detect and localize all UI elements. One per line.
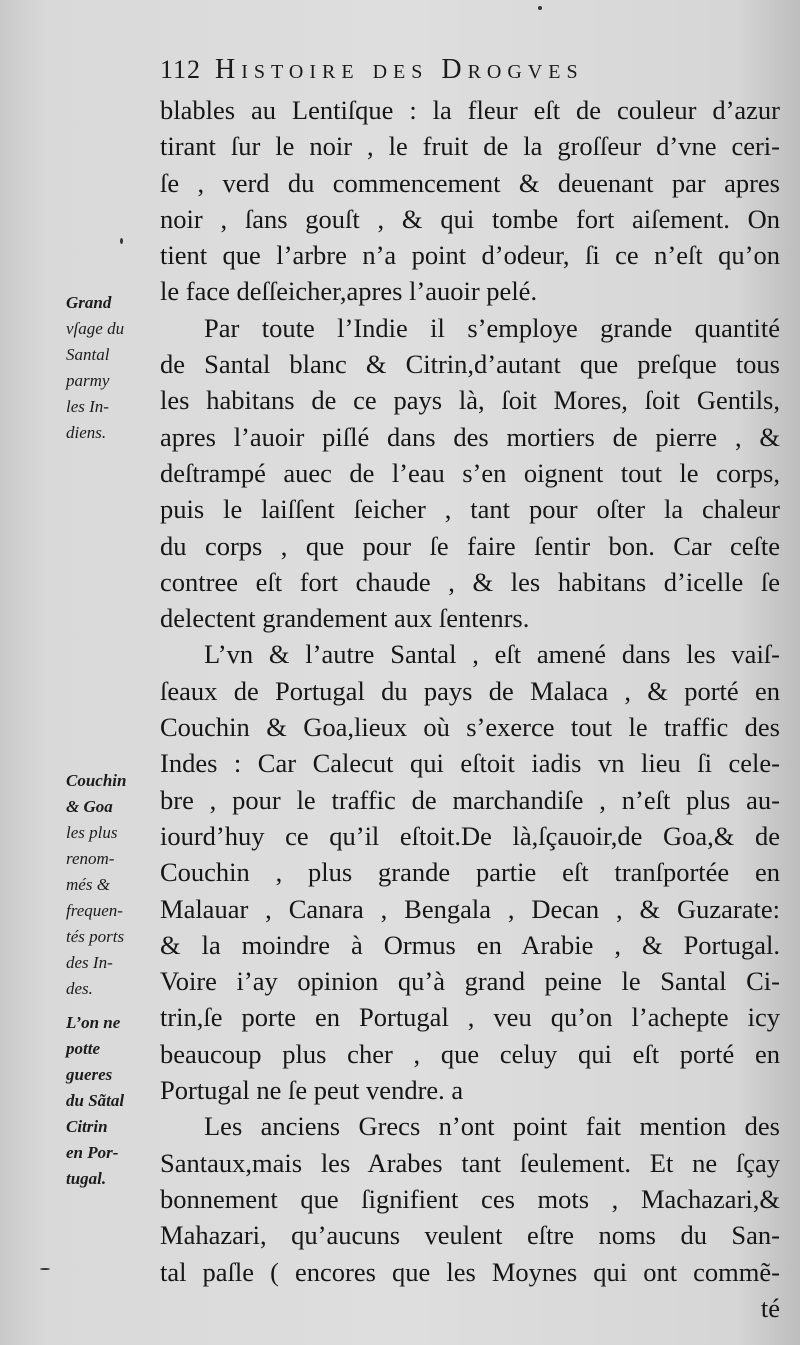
margin-note-line: des. <box>66 979 93 998</box>
text-line: delectent grandement aux ſentenrs. <box>160 603 530 634</box>
text-line: tal paſle ( encores que les Moynes qui ont commẽ- <box>160 1256 780 1287</box>
text-line: L’vn & l’autre Santal , eſt amené dans les vaiſ- <box>204 639 780 670</box>
text-line: Couchin & Goa,lieux où s’exerce tout le traffic des <box>160 712 780 743</box>
margin-note-line: & Goa <box>66 797 113 816</box>
margin-note-line: potte <box>66 1039 100 1058</box>
text-line: du corps , que pour ſe faire ſentir bon. Car ceſte <box>160 530 780 561</box>
margin-note-line: tugal. <box>66 1169 107 1188</box>
margin-note-line: Couchin <box>66 771 127 790</box>
margin-note-line: du Sãtal <box>66 1091 125 1110</box>
text-line: contree eſt fort chaude , & les habitans d’icelle ſe <box>160 566 780 597</box>
margin-note-line: Citrin <box>66 1117 108 1136</box>
text-line: Santaux,mais les Arabes tant ſeulement. Et ne ſçay <box>160 1147 780 1178</box>
margin-note <box>66 290 160 446</box>
margin-note-line: frequen- <box>66 901 123 920</box>
margin-note-line: des In- <box>66 953 113 972</box>
margin-note-line: més & <box>66 875 110 894</box>
margin-note <box>66 1010 160 1192</box>
text-line: puis le laiſſent ſeicher , tant pour oſter la chaleur <box>160 494 780 525</box>
catchword: té <box>760 1292 780 1323</box>
text-line: Indes : Car Calecut qui eſtoit iadis vn lieu ſi cele- <box>160 748 780 779</box>
text-line: bonnement que ſignifient ces mots , Machazari,& <box>160 1183 780 1214</box>
page-number: 112 <box>160 55 202 84</box>
margin-note-line: en Por- <box>66 1143 119 1162</box>
margin-note-line: gueres <box>66 1065 113 1084</box>
text-line: le face deſſeicher,apres l’auoir pelé. <box>160 276 538 307</box>
text-line: & la moindre à Ormus en Arabie , & Portugal. <box>160 929 780 960</box>
text-line: Mahazari, qu’aucuns veulent eſtre noms du San- <box>160 1220 780 1251</box>
text-line: Couchin , plus grande partie eſt tranſportée en <box>160 857 780 888</box>
margin-note-line: renom- <box>66 849 115 868</box>
margin-note-line: Santal <box>66 345 110 364</box>
text-line: Par toute l’Indie il s’employe grande quantité <box>204 312 780 343</box>
margin-note-line: les In- <box>66 397 109 416</box>
text-line: deſtrampé auec de l’eau s’en oignent tout le corps, <box>160 457 780 488</box>
text-line: Les anciens Grecs n’ont point fait mention des <box>204 1111 780 1142</box>
running-title: Histoire des Drogves <box>215 54 584 85</box>
text-line: tirant ſur le noir , le fruit de la groſſeur d’vne ceri- <box>160 131 780 162</box>
page-header <box>160 54 780 94</box>
margin-note-line: parmy <box>66 371 110 390</box>
text-line: les habitans de ce pays là, ſoit Mores, ſoit Gentils, <box>160 385 780 416</box>
text-line: tient que l’arbre n’a point d’odeur, ſi ce n’eſt qu’on <box>160 240 780 271</box>
text-line: apres l’auoir piſlé dans des mortiers de pierre , & <box>160 421 780 452</box>
margin-note-line: diens. <box>66 423 107 442</box>
text-line: noir , ſans gouſt , & qui tombe fort aiſement. On <box>160 203 780 234</box>
margin-note-line: Grand <box>66 293 112 312</box>
text-line: ſe , verd du commencement & deuenant par apres <box>160 167 780 198</box>
ink-speck <box>538 6 542 10</box>
margin-note-line: vſage du <box>66 319 125 338</box>
text-line: bre , pour le traffic de marchandiſe , n’eſt plus au- <box>160 784 780 815</box>
text-line: Voire i’ay opinion qu’à grand peine le Santal Ci- <box>160 966 780 997</box>
ink-speck <box>120 238 123 244</box>
margin-note-line: les plus <box>66 823 118 842</box>
margin-note-line: L’on ne <box>66 1013 121 1032</box>
text-line: blables au Lentiſque : la fleur eſt de couleur d’azur <box>160 95 780 125</box>
margin-note <box>66 768 160 1002</box>
text-line: ſeaux de Portugal du pays de Malaca , & porté en <box>160 675 780 706</box>
text-line: de Santal blanc & Citrin,d’autant que preſque tous <box>160 349 780 380</box>
text-line: Malauar , Canara , Bengala , Decan , & Guzarate: <box>160 893 780 924</box>
text-line: beaucoup plus cher , que celuy qui eſt porté en <box>160 1038 780 1069</box>
ink-speck <box>40 1268 50 1270</box>
text-line: iourd’huy ce qu’il eſtoit.De là,ſçauoir,de Goa,& de <box>160 820 780 851</box>
margin-note-line: tés ports <box>66 927 125 946</box>
text-line: trin,ſe porte en Portugal , veu qu’on l’achepte icy <box>160 1002 780 1033</box>
text-line: Portugal ne ſe peut vendre. a <box>160 1075 464 1106</box>
main-text <box>160 92 780 1326</box>
